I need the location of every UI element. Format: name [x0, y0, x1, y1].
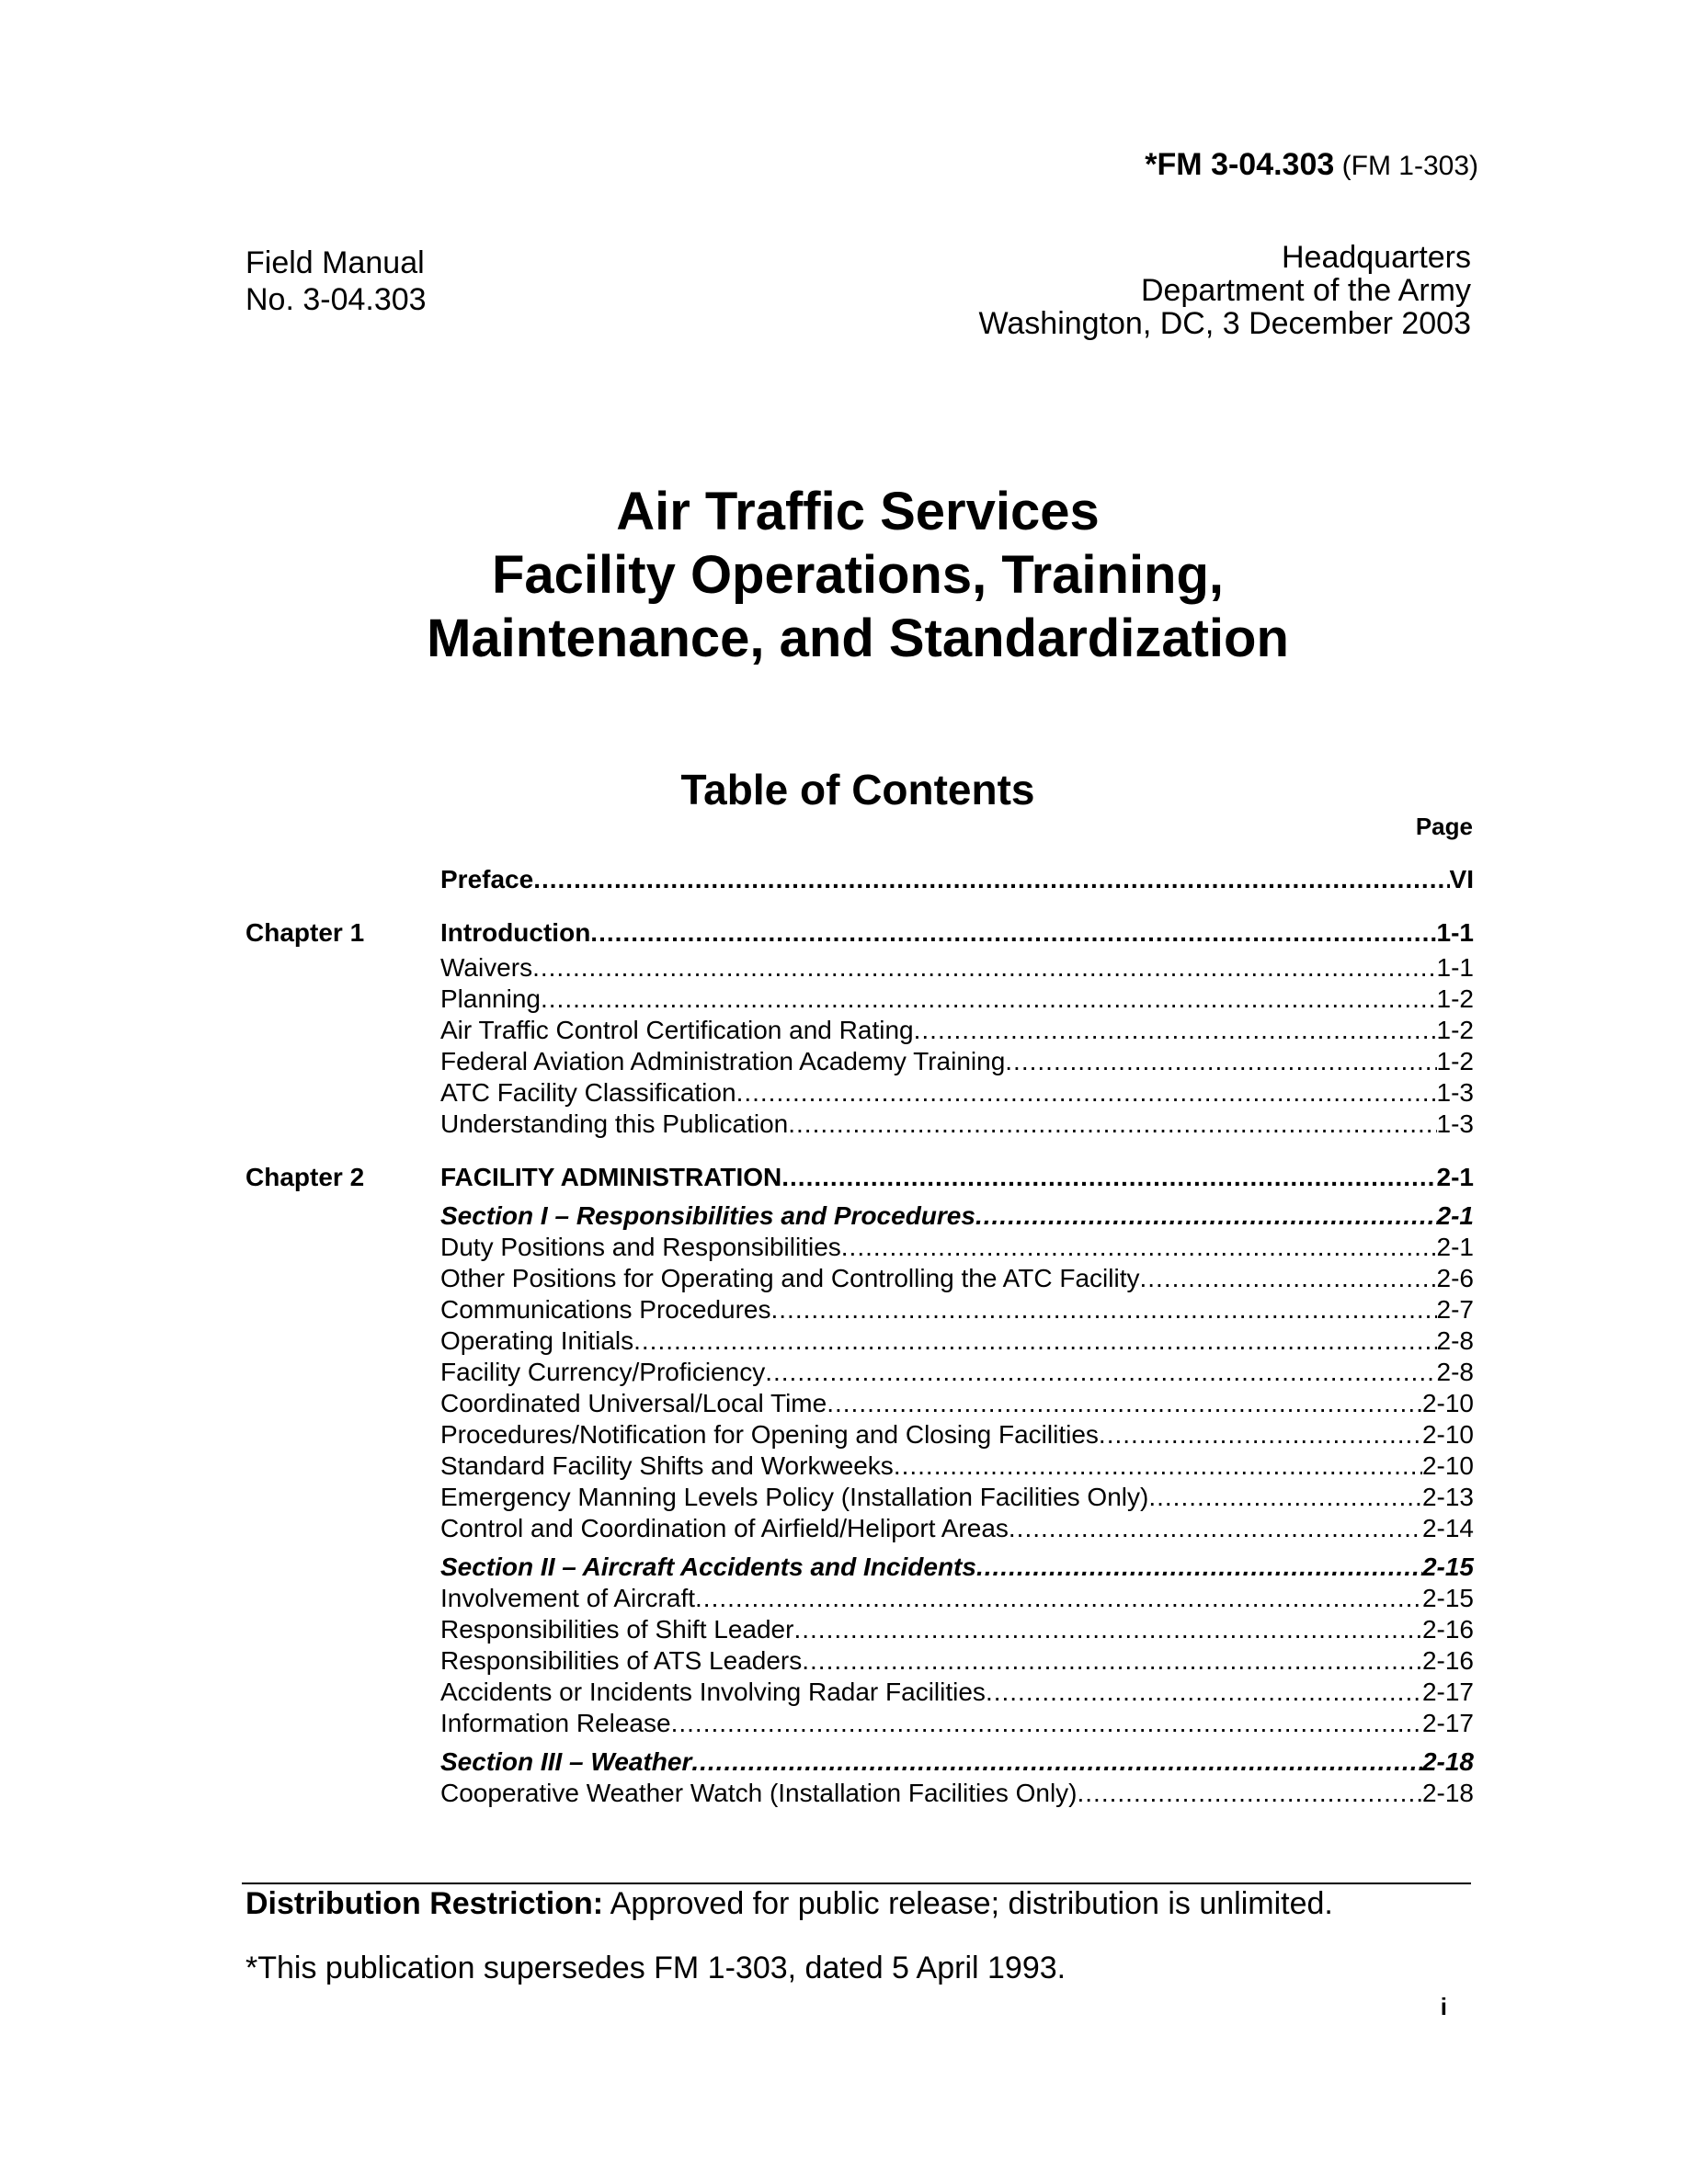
distribution-restriction [245, 1886, 1333, 1922]
toc-entry-label: Responsibilities of ATS Leaders [440, 1646, 803, 1675]
chapter-block [245, 1162, 1474, 1809]
hq-line-2: Department of the Army [1140, 273, 1471, 308]
toc-entry-page: 2-1 [1436, 1233, 1474, 1261]
footer-divider [242, 1883, 1471, 1884]
headquarters-block [979, 241, 1471, 340]
dot-leader [1078, 1778, 1422, 1809]
dot-leader [771, 1294, 1437, 1325]
toc-entry-label: Coordinated Universal/Local Time [440, 1389, 827, 1417]
dot-leader [532, 952, 1436, 984]
dot-leader [691, 1746, 1422, 1778]
document-title [0, 480, 1688, 670]
toc-entry-chapter-title[interactable] [440, 1162, 1474, 1193]
toc-entry[interactable] [440, 1046, 1474, 1077]
toc-entry-page: VI [1449, 865, 1474, 893]
table-of-contents [245, 864, 1474, 1831]
fm-old-number: (FM 1-303) [1341, 151, 1478, 181]
toc-entry-page: 2-6 [1436, 1264, 1474, 1292]
toc-entry-page: 1-2 [1436, 984, 1474, 1013]
dot-leader [788, 1109, 1436, 1140]
toc-entry-label: Preface [440, 865, 534, 893]
toc-entry[interactable] [440, 1015, 1474, 1046]
toc-entry-label: Involvement of Aircraft [440, 1584, 696, 1612]
toc-entry[interactable] [440, 1645, 1474, 1677]
toc-entry-label: Responsibilities of Shift Leader [440, 1615, 794, 1644]
toc-entry-page: 1-3 [1436, 1109, 1474, 1138]
toc-entry-page: 2-8 [1436, 1358, 1474, 1386]
toc-entry-label: Understanding this Publication [440, 1109, 789, 1138]
toc-entry-page: 2-1 [1436, 1201, 1474, 1230]
toc-entry-page: 2-16 [1421, 1646, 1474, 1675]
toc-entry-page: 2-18 [1421, 1747, 1474, 1776]
toc-entry-label: Introduction [440, 918, 591, 947]
toc-entry[interactable] [440, 1482, 1474, 1513]
toc-entry-page: 2-8 [1436, 1326, 1474, 1355]
toc-entry-page: 2-14 [1421, 1514, 1474, 1542]
toc-entry-label: Accidents or Incidents Involving Radar Facilities [440, 1678, 986, 1706]
dot-leader [736, 1077, 1437, 1109]
toc-entry[interactable] [440, 984, 1474, 1015]
preface-block [245, 864, 1474, 895]
dot-leader [590, 917, 1436, 949]
toc-entry[interactable] [440, 1778, 1474, 1809]
field-manual-no: No. 3-04.303 [245, 282, 427, 317]
toc-entry-label: Emergency Manning Levels Policy (Installation Facilities Only) [440, 1483, 1149, 1511]
dot-leader [975, 1200, 1437, 1232]
dot-leader [695, 1583, 1422, 1614]
distribution-text: Approved for public release; distribution is unlimited. [603, 1886, 1333, 1921]
title-line-1: Air Traffic Services [616, 482, 1100, 541]
toc-entry-page: 1-3 [1436, 1078, 1474, 1107]
toc-entry-label: Operating Initials [440, 1326, 634, 1355]
toc-entry-label: FACILITY ADMINISTRATION [440, 1163, 782, 1191]
field-manual-number [245, 245, 427, 318]
dot-leader [1009, 1513, 1422, 1544]
page-number: i [1440, 1993, 1447, 2020]
dot-leader [802, 1645, 1422, 1677]
toc-entry-label: Section I – Responsibilities and Procedures [440, 1201, 975, 1230]
toc-entry-chapter-title[interactable] [440, 917, 1474, 949]
toc-entry-section[interactable] [440, 1200, 1474, 1232]
toc-entry[interactable] [440, 1077, 1474, 1109]
toc-entry-section[interactable] [440, 1746, 1474, 1778]
dot-leader [793, 1614, 1422, 1645]
dot-leader [633, 1325, 1436, 1357]
dot-leader [781, 1162, 1436, 1193]
field-manual-label: Field Manual [245, 245, 425, 280]
toc-entry[interactable] [440, 1677, 1474, 1708]
toc-entry-label: Section III – Weather [440, 1747, 692, 1776]
toc-entry-page: 2-7 [1436, 1295, 1474, 1324]
chapter-block [245, 917, 1474, 1140]
toc-entry-label: Information Release [440, 1709, 671, 1737]
title-line-3: Maintenance, and Standardization [427, 609, 1289, 668]
toc-entry-page: 2-10 [1421, 1451, 1474, 1480]
toc-entry-page: 1-1 [1436, 953, 1474, 982]
toc-entry-preface[interactable] [440, 864, 1474, 895]
toc-entry-label: Procedures/Notification for Opening and Closing Facilities [440, 1420, 1099, 1449]
toc-entry[interactable] [440, 1109, 1474, 1140]
toc-chapters [245, 917, 1474, 1809]
toc-entry-section[interactable] [440, 1552, 1474, 1583]
chapter-label: Chapter 1 [245, 918, 365, 947]
toc-entry[interactable] [440, 1263, 1474, 1294]
toc-entry-page: 1-2 [1436, 1047, 1474, 1075]
dot-leader [914, 1015, 1437, 1046]
toc-entry[interactable] [440, 1419, 1474, 1450]
dot-leader [671, 1708, 1422, 1739]
toc-entry[interactable] [440, 1513, 1474, 1544]
toc-entry-label: Section II – Aircraft Accidents and Incidents [440, 1553, 976, 1581]
toc-entry-page: 2-16 [1421, 1615, 1474, 1644]
toc-entry-page: 1-2 [1436, 1016, 1474, 1044]
toc-entry[interactable] [440, 952, 1474, 984]
toc-entry-label: Cooperative Weather Watch (Installation Facilities Only) [440, 1779, 1078, 1807]
toc-entry-page: 2-15 [1421, 1553, 1474, 1581]
toc-entry-label: Federal Aviation Administration Academy Training [440, 1047, 1006, 1075]
toc-entry-label: Communications Procedures [440, 1295, 771, 1324]
toc-entry-label: Waivers [440, 953, 533, 982]
toc-entry-page: 2-10 [1421, 1389, 1474, 1417]
dot-leader [765, 1357, 1436, 1388]
toc-entry[interactable] [440, 1325, 1474, 1357]
dot-leader [976, 1552, 1422, 1583]
toc-entry[interactable] [440, 1388, 1474, 1419]
toc-entry[interactable] [440, 1583, 1474, 1614]
toc-entry-page: 1-1 [1436, 918, 1474, 947]
toc-entry-label: Other Positions for Operating and Controlling the ATC Facility [440, 1264, 1140, 1292]
toc-entry-page: 2-13 [1421, 1483, 1474, 1511]
toc-page-column-label: Page [1415, 813, 1473, 840]
dot-leader [1005, 1046, 1436, 1077]
dot-leader [1140, 1263, 1437, 1294]
title-line-2: Facility Operations, Training, [491, 545, 1225, 605]
toc-entry-label: Air Traffic Control Certification and Rating [440, 1016, 914, 1044]
toc-entry-label: Planning [440, 984, 541, 1013]
toc-entry[interactable] [440, 1708, 1474, 1739]
toc-entry[interactable] [440, 1232, 1474, 1263]
dot-leader [827, 1388, 1422, 1419]
toc-entry-label: ATC Facility Classification [440, 1078, 736, 1107]
toc-entry-page: 2-1 [1436, 1163, 1474, 1191]
fm-number: *FM 3-04.303 [1145, 147, 1335, 182]
toc-entry[interactable] [440, 1450, 1474, 1482]
dot-leader [1148, 1482, 1422, 1513]
hq-line-1: Headquarters [1281, 240, 1471, 275]
toc-entry-page: 2-18 [1421, 1779, 1474, 1807]
toc-entry-label: Control and Coordination of Airfield/Heliport Areas [440, 1514, 1009, 1542]
toc-entry-page: 2-17 [1421, 1678, 1474, 1706]
toc-entry[interactable] [440, 1357, 1474, 1388]
toc-entry-page: 2-17 [1421, 1709, 1474, 1737]
toc-entry-label: Facility Currency/Proficiency [440, 1358, 766, 1386]
dot-leader [894, 1450, 1422, 1482]
toc-entry-label: Duty Positions and Responsibilities [440, 1233, 841, 1261]
toc-entry[interactable] [440, 1294, 1474, 1325]
distribution-label: Distribution Restriction: [245, 1886, 604, 1921]
dot-leader [541, 984, 1437, 1015]
hq-line-3: Washington, DC, 3 December 2003 [978, 306, 1471, 341]
chapter-label: Chapter 2 [245, 1163, 365, 1191]
dot-leader [986, 1677, 1422, 1708]
dot-leader [1099, 1419, 1422, 1450]
toc-entry-page: 2-15 [1421, 1584, 1474, 1612]
toc-entry-label: Standard Facility Shifts and Workweeks [440, 1451, 894, 1480]
dot-leader [533, 864, 1449, 895]
supersedes-note: *This publication supersedes FM 1-303, dated 5 April 1993. [245, 1951, 1066, 1985]
toc-entry[interactable] [440, 1614, 1474, 1645]
toc-entry-page: 2-10 [1421, 1420, 1474, 1449]
fm-identifier [1145, 147, 1478, 183]
toc-heading: Table of Contents [680, 766, 1035, 813]
dot-leader [841, 1232, 1437, 1263]
